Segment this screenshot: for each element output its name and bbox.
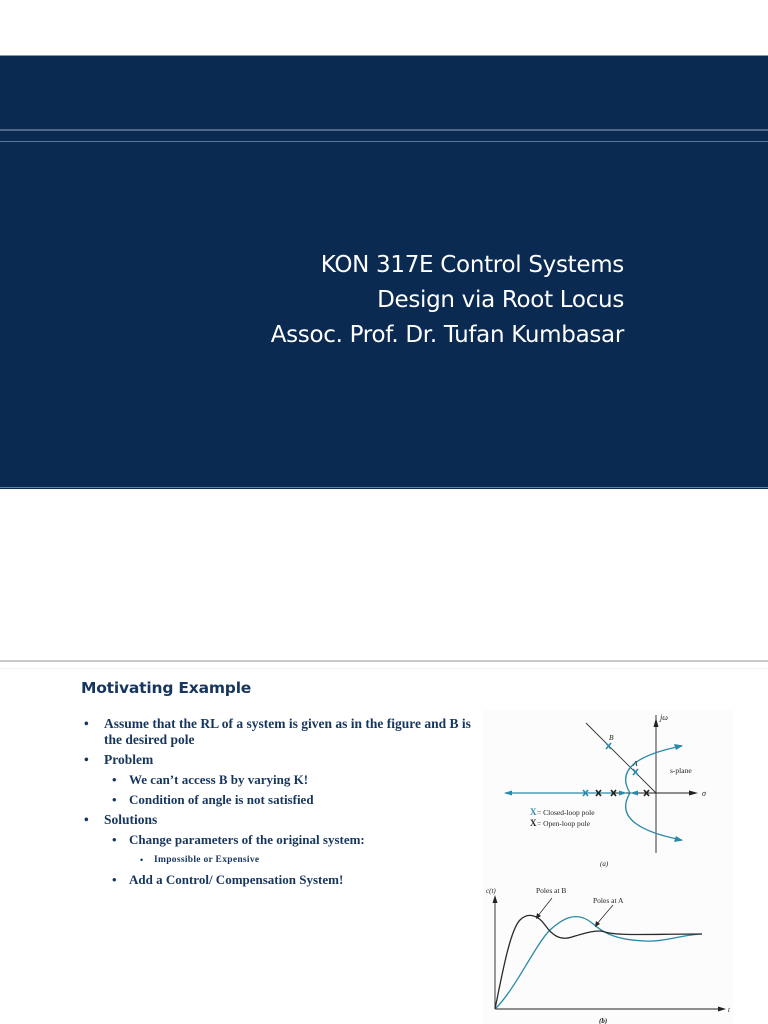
lecture-topic: Design via Root Locus bbox=[377, 287, 624, 313]
bullet-item bbox=[84, 852, 484, 868]
bullet-item bbox=[84, 752, 484, 768]
bullet-item bbox=[84, 772, 484, 788]
bullet-item bbox=[84, 716, 484, 748]
open-loop-legend-icon: X bbox=[530, 818, 537, 828]
bullet-icon: • bbox=[84, 752, 89, 767]
ct-axis-label: c(t) bbox=[486, 887, 496, 895]
bullet-text: Add a Control/ Compensation System! bbox=[129, 872, 344, 887]
bullet-item bbox=[84, 792, 484, 808]
slide-title-block bbox=[271, 248, 624, 353]
slide-heading: Motivating Example bbox=[81, 679, 252, 697]
author-name: Assoc. Prof. Dr. Tufan Kumbasar bbox=[270, 322, 624, 348]
figure-a-caption: (a) bbox=[600, 860, 609, 868]
course-title: KON 317E Control Systems bbox=[320, 252, 624, 278]
decorative-rule-top bbox=[0, 129, 768, 131]
figure-b-caption: (b) bbox=[599, 1017, 608, 1024]
open-loop-legend: = Open-loop pole bbox=[537, 819, 590, 828]
bullet-item bbox=[84, 872, 484, 888]
step-response-figure bbox=[480, 875, 768, 1024]
poles-a-label: Poles at A bbox=[593, 896, 624, 905]
title-slide bbox=[0, 55, 768, 489]
bullet-text: Problem bbox=[104, 752, 154, 767]
bullet-text: Condition of angle is not satisfied bbox=[129, 792, 314, 807]
bullet-icon: • bbox=[112, 772, 117, 787]
bullet-icon: • bbox=[112, 832, 117, 847]
bullet-icon: • bbox=[112, 872, 117, 887]
bullet-text: Assume that the RL of a system is given as in the figure and B is the desired pole bbox=[104, 716, 471, 747]
decorative-rule-bottom bbox=[0, 141, 768, 142]
bullet-icon: • bbox=[84, 716, 89, 731]
closed-loop-legend-icon: X bbox=[530, 807, 537, 817]
bullet-icon: • bbox=[140, 855, 144, 865]
slide-separator bbox=[0, 660, 768, 662]
slide-bottom-edge bbox=[0, 487, 768, 488]
s-plane-label: s-plane bbox=[670, 766, 692, 775]
bullet-list bbox=[84, 716, 484, 892]
t-axis-label: t bbox=[728, 1006, 730, 1014]
jw-axis-label: jω bbox=[660, 713, 668, 722]
closed-loop-legend: = Closed-loop pole bbox=[537, 808, 595, 817]
bullet-text: Change parameters of the original system: bbox=[129, 832, 365, 847]
bullet-text: Impossible or Expensive bbox=[154, 855, 260, 865]
root-locus-figure bbox=[490, 700, 730, 875]
bullet-item bbox=[84, 812, 484, 828]
bullet-item bbox=[84, 832, 484, 848]
bullet-text: We can’t access B by varying K! bbox=[129, 772, 309, 787]
bullet-text: Solutions bbox=[104, 812, 158, 827]
bullet-icon: • bbox=[112, 792, 117, 807]
point-b-label: B bbox=[609, 733, 614, 742]
bullet-icon: • bbox=[84, 812, 89, 827]
slide-separator-shadow bbox=[0, 668, 768, 669]
closed-loop-pole-icon bbox=[583, 743, 638, 796]
point-a-label: A bbox=[633, 759, 638, 768]
sigma-axis-label: σ bbox=[702, 789, 706, 798]
poles-b-label: Poles at B bbox=[536, 886, 567, 895]
